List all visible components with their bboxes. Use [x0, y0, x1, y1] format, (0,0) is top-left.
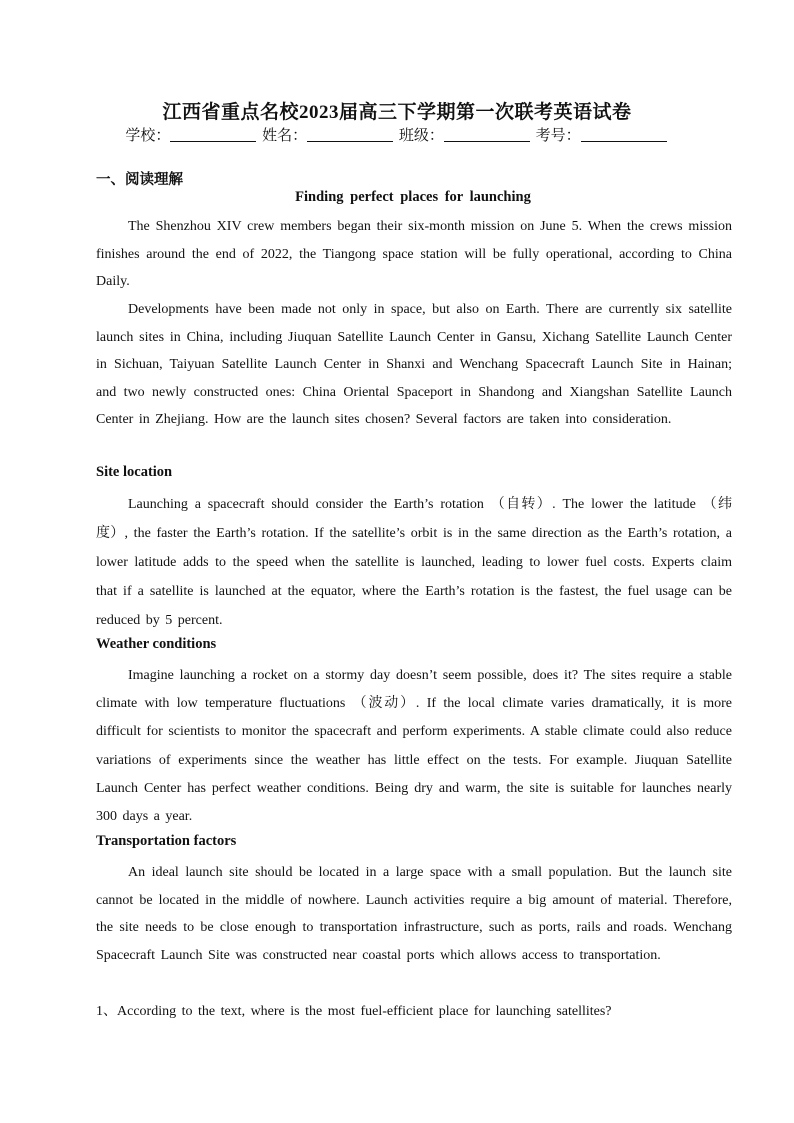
exam-number-label: 考号：: [535, 128, 581, 144]
class-label: 班级：: [398, 128, 444, 144]
paragraph-transportation-factors: An ideal launch site should be located in a large space with a small population. But the launch site cannot be located in the middle of nowhere. Launch activities require a big amount of material. Therefore, the site needs to be close enough to transportation infrastructure, such as ports, rails and roads. Wenchang Spacecraft Launch Site was constructed near coastal ports which allows access to transportation.: [96, 865, 732, 964]
name-blank[interactable]: [307, 127, 393, 142]
exam-title: 江西省重点名校2023届高三下学期第一次联考英语试卷: [162, 102, 632, 123]
paragraph-intro: The Shenzhou XIV crew members began their six-month mission on June 5. When the crews mission finishes around the end of 2022, the Tiangong space station will be fully operational, according to China Daily.: [96, 219, 732, 289]
paragraph-site-location: Launching a spacecraft should consider the Earth’s rotation （自转）. The lower the latitude （纬度）, the faster the Earth’s rotation. If the satellite’s orbit is in the same direction as the Earth’s rotation, a lower latitude adds to the speed when the satellite is launched, leading to lower fuel costs. Experts claim that if a satellite is launched at the equator, where the Earth’s rotation is the fastest, the fuel usage can be reduced by 5 percent.: [96, 497, 732, 628]
paragraph-weather-conditions: Imagine launching a rocket on a stormy day doesn’t seem possible, does it? The sites require a stable climate with low temperature fluctuations （波动）. If the local climate varies dramatically, it is more difficult for scientists to monitor the spacecraft and perform experiments. A stable climate could also reduce variations of experiments since the weather has little effect on the tests. For example. Jiuquan Satellite Launch Center has perfect weather conditions. Being dry and warm, the site is suitable for launches nearly 300 days a year.: [96, 668, 732, 825]
heading-weather-conditions: Weather conditions: [96, 636, 217, 652]
name-label: 姓名：: [262, 128, 308, 144]
paragraph-developments: Developments have been made not only in space, but also on Earth. There are currently six satellite launch sites in China, including Jiuquan Satellite Launch Center in Gansu, Xichang Satellite Launch Center in Sichuan, Taiyuan Satellite Launch Center in Shanxi and Wenchang Spacecraft Launch Site in Hainan; and two newly constructed ones: China Oriental Spaceport in Shandong and Xiangshan Satellite Launch Center in Zhejiang. How are the launch sites chosen? Several factors are taken into consideration.: [96, 302, 732, 428]
question-1: 1、According to the text, where is the most fuel-efficient place for launching satellites?: [96, 1004, 612, 1019]
school-label: 学校：: [125, 128, 171, 144]
exam-number-blank[interactable]: [581, 127, 667, 142]
section-heading: 一、阅读理解: [96, 172, 183, 188]
heading-site-location: Site location: [96, 464, 173, 480]
student-info-line: [0, 124, 794, 145]
passage-title: Finding perfect places for launching: [295, 189, 531, 205]
class-blank[interactable]: [444, 127, 530, 142]
school-blank[interactable]: [170, 127, 256, 142]
heading-transportation-factors: Transportation factors: [96, 833, 237, 849]
